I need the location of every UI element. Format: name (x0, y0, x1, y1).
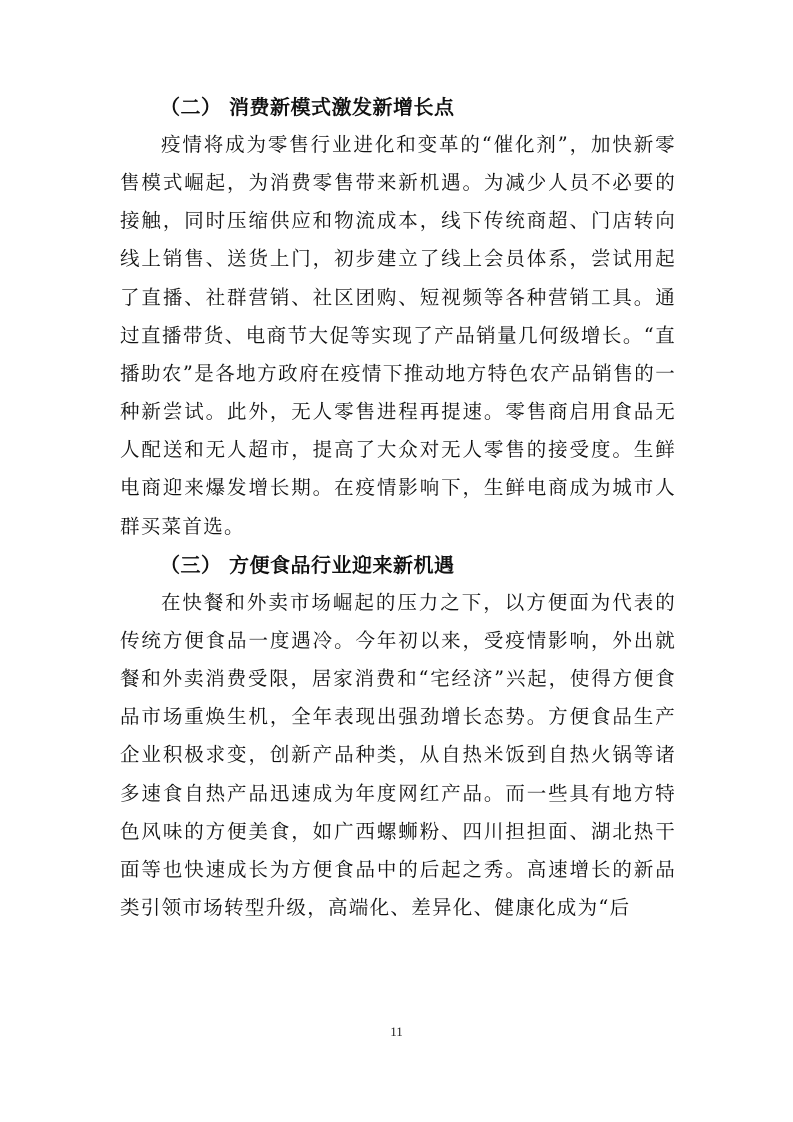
section-heading-consumption-models: （二） 消费新模式激发新增长点 (160, 95, 455, 119)
paragraph-new-retail: 疫情将成为零售行业进化和变革的“催化剂”，加快新零售模式崛起，为消费零售带来新机遇。为减少人员不必要的接触，同时压缩供应和物流成本，线下传统商超、门店转向线上销售、送货上门，初步建立了线上会员体系，尝试用起了直播、社群营销、社区团购、短视频等各种营销工具。通过直播带货、电商节大促等实现了产品销量几何级增长。“直播助农”是各地方政府在疫情下推动地方特色农产品销售的一种新尝试。此外，无人零售进程再提速。零售商启用食品无人配送和无人超市，提高了大众对无人零售的接受度。生鲜电商迎来爆发增长期。在疫情影响下，生鲜电商成为城市人群买菜首选。 (120, 133, 676, 538)
page-number: 11 (390, 1024, 403, 1039)
section-heading-convenience-food: （三） 方便食品行业迎来新机遇 (160, 552, 455, 577)
document-body (120, 88, 676, 927)
paragraph-convenience-food: 在快餐和外卖市场崛起的压力之下，以方便面为代表的传统方便食品一度遇冷。今年初以来，受疫情影响，外出就餐和外卖消费受限，居家消费和“宅经济”兴起，使得方便食品市场重焕生机，全年表现出强劲增长态势。方便食品生产企业积极求变，创新产品种类，从自热米饭到自热火锅等诸多速食自热产品迅速成为年度网红产品。而一些具有地方特色风味的方便美食，如广西螺蛳粉、四川担担面、湖北热干面等也快速成长为方便食品中的后起之秀。高速增长的新品类引领市场转型升级，高端化、差异化、健康化成为“后 (120, 590, 676, 919)
